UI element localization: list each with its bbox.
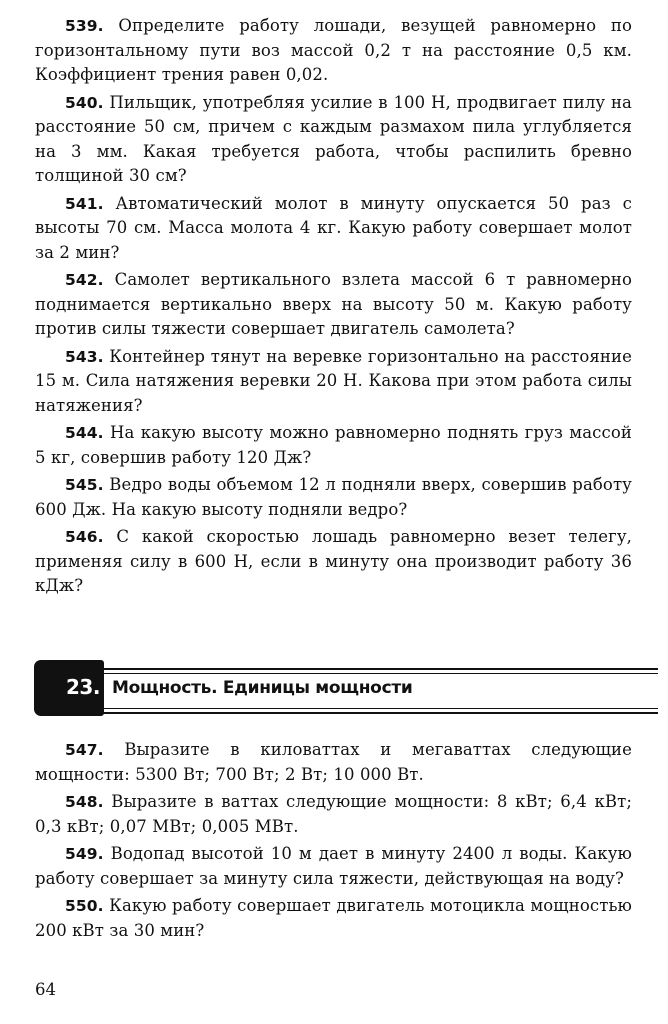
problem-text: Выразите в ваттах следующие мощности: 8 кВт; 6,4 кВт; 0,3 кВт; 0,07 МВт; 0,005 МВт. (35, 792, 632, 836)
section-title: Мощность. Единицы мощности (112, 678, 413, 698)
problem-542 (35, 268, 632, 342)
problem-text: С какой скоростью лошадь равномерно везет телегу, применяя силу в 600 Н, если в минуту она производит работу 36 кДж? (35, 527, 632, 595)
header-rule (100, 708, 658, 709)
problem-text: Определите работу лошади, везущей равномерно по горизонтальному пути воз массой 0,2 т на расстояние 0,5 км. Коэффициент трения равен 0,02. (35, 16, 632, 84)
problem-number: 543. (65, 347, 104, 366)
problem-number: 541. (65, 194, 104, 213)
problem-549 (35, 842, 632, 891)
problem-541 (35, 192, 632, 266)
section-number: 23. (66, 675, 100, 699)
problem-text: Автоматический молот в минуту опускается 50 раз с высоты 70 см. Масса молота 4 кг. Какую работу совершает молот за 2 мин? (35, 193, 632, 262)
problem-number: 548. (65, 793, 104, 811)
problem-number: 546. (65, 528, 104, 546)
problem-number: 539. (65, 17, 104, 35)
problem-text: Водопад высотой 10 м дает в минуту 2400 л воды. Какую работу совершает за минуту сила тяжести, действующая на воду? (35, 844, 632, 888)
header-rule (100, 673, 658, 674)
problem-550 (35, 894, 632, 943)
problem-number: 550. (65, 897, 104, 915)
problem-number: 545. (65, 476, 104, 494)
problem-546 (35, 525, 632, 599)
problem-text: На какую высоту можно равномерно поднять груз массой 5 кг, совершив работу 120 Дж? (35, 423, 632, 467)
problem-text: Самолет вертикального взлета массой 6 т равномерно поднимается вертикально вверх на высоту 50 м. Какую работу против силы тяжести совершает двигатель самолета? (35, 270, 632, 338)
problem-539 (35, 14, 632, 88)
problem-544 (35, 421, 632, 470)
problem-number: 542. (65, 271, 104, 289)
problem-545 (35, 473, 632, 522)
problem-548 (35, 790, 632, 839)
problem-text: Выразите в киловаттах и мегаваттах следующие мощности: 5300 Вт; 700 Вт; 2 Вт; 10 000 Вт. (35, 740, 632, 784)
problem-text: Какую работу совершает двигатель мотоцикла мощностью 200 кВт за 30 мин? (35, 896, 632, 940)
section-header (34, 660, 658, 716)
page-number: 64 (35, 980, 56, 999)
problem-number: 547. (65, 741, 104, 759)
problem-text: Ведро воды объемом 12 л подняли вверх, совершив работу 600 Дж. На какую высоту подняли ведро? (35, 475, 632, 519)
problem-540 (35, 91, 632, 189)
problem-543 (35, 345, 632, 419)
problem-list-work (35, 14, 632, 602)
problem-547 (35, 738, 632, 787)
problem-list-power (35, 738, 632, 946)
problem-number: 544. (65, 424, 104, 442)
problem-number: 549. (65, 845, 104, 863)
section-number-badge (34, 660, 104, 716)
problem-text: Контейнер тянут на веревке горизонтально на расстояние 15 м. Сила натяжения веревки 20 Н. Какова при этом работа силы натяжения? (35, 346, 632, 415)
problem-text: Пильщик, употребляя усилие в 100 Н, продвигает пилу на расстояние 50 см, причем с каждым размахом пила углубляется на 3 мм. Какая требуется работа, чтобы распилить бревно толщиной 30 см? (35, 92, 632, 185)
header-rule (100, 668, 658, 670)
header-rule (100, 712, 658, 714)
problem-number: 540. (65, 93, 104, 112)
